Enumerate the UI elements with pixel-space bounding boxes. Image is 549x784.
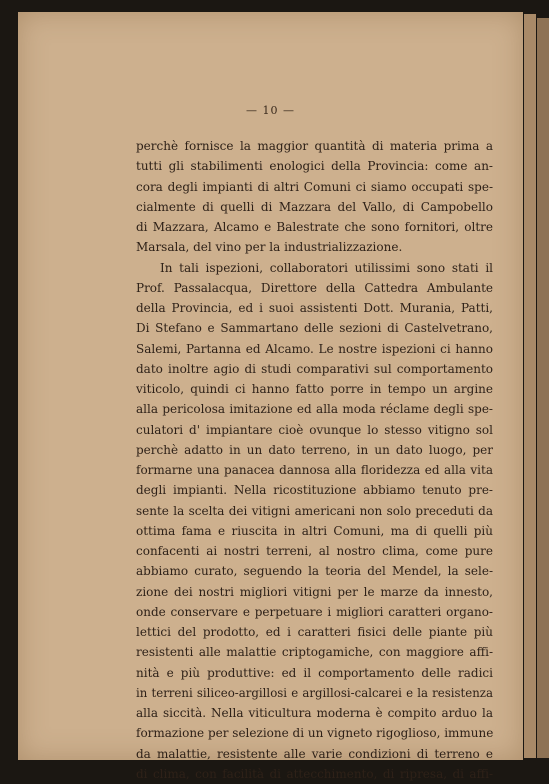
text-line: perchè adatto in un dato terreno, in un dato luogo, per [136,442,493,457]
text-line: dato inoltre agio di studi comparativi sul comportamento [136,361,493,376]
text-line: cora degli impianti di altri Comuni ci siamo occupati spe- [136,179,493,194]
text-line: alla pericolosa imitazione ed alla moda réclame degli spe- [136,402,493,417]
page-edge-back [537,18,549,758]
text-line: Salemi, Partanna ed Alcamo. Le nostre ispezioni ci hanno [136,341,493,356]
body-text [136,136,493,784]
text-line: Prof. Passalacqua, Direttore della Cattedra Ambulante [136,280,493,295]
text-line: lettici del prodotto, ed i caratteri fisici delle piante più [136,625,493,639]
text-line: perchè fornisce la maggior quantità di materia prima a [136,139,493,153]
text-line: in terreni siliceo-argillosi e argillosi-calcarei e la resistenza [136,685,493,700]
text-line: della Provincia, ed i suoi assistenti Dott. Murania, Patti, [136,301,493,315]
text-line: abbiamo curato, seguendo la teoria del Mendel, la sele- [136,564,493,579]
text-line: Marsala, del vino per la industrializzazione. [136,240,403,255]
text-line: di clima, con facilità di attecchimento, di ripresa, di affi- [136,766,493,781]
text-line: zione dei nostri migliori vitigni per le marze da innesto, [136,584,493,599]
text-line: In tali ispezioni, collaboratori utilissimi sono stati il [160,260,493,275]
text-line: formazione per selezione di un vigneto rigoglioso, immune [136,726,494,741]
text-line: da malattie, resistente alle varie condizioni di terreno e [136,746,493,761]
text-line: tutti gli stabilimenti enologici della Provincia: come an- [136,159,493,174]
page-number: — 10 — [246,104,295,117]
text-line: ottima fama e riuscita in altri Comuni, ma di quelli più [136,523,493,538]
text-line: nità e più produttive: ed il comportamento delle radici [136,665,493,680]
page-edge [524,14,536,758]
text-line: cialmente di quelli di Mazzara del Vallo, di Campobello [136,199,493,214]
text-line: viticolo, quindi ci hanno fatto porre in tempo un argine [136,382,493,396]
text-line: formarne una panacea dannosa alla floridezza ed alla vita [136,463,493,477]
text-line: resistenti alle malattie criptogamiche, con maggiore affi- [136,645,493,660]
text-line: degli impianti. Nella ricostituzione abbiamo tenuto pre- [136,483,493,498]
text-line: Di Stefano e Sammartano delle sezioni di Castelvetrano, [136,321,493,336]
text-line: sente la scelta dei vitigni americani non solo preceduti da [136,503,493,518]
text-line: di Mazzara, Alcamo e Balestrate che sono fornitori, oltre [136,220,493,234]
text-line: culatori d' impiantare cioè ovunque lo stesso vitigno sol [136,422,493,437]
text-line: alla siccità. Nella viticultura moderna è compito arduo la [136,706,493,720]
text-line: onde conservare e perpetuare i migliori caratteri organo- [136,604,493,619]
book-page [18,12,523,781]
text-line: confacenti ai nostri terreni, al nostro clima, come pure [136,544,493,558]
